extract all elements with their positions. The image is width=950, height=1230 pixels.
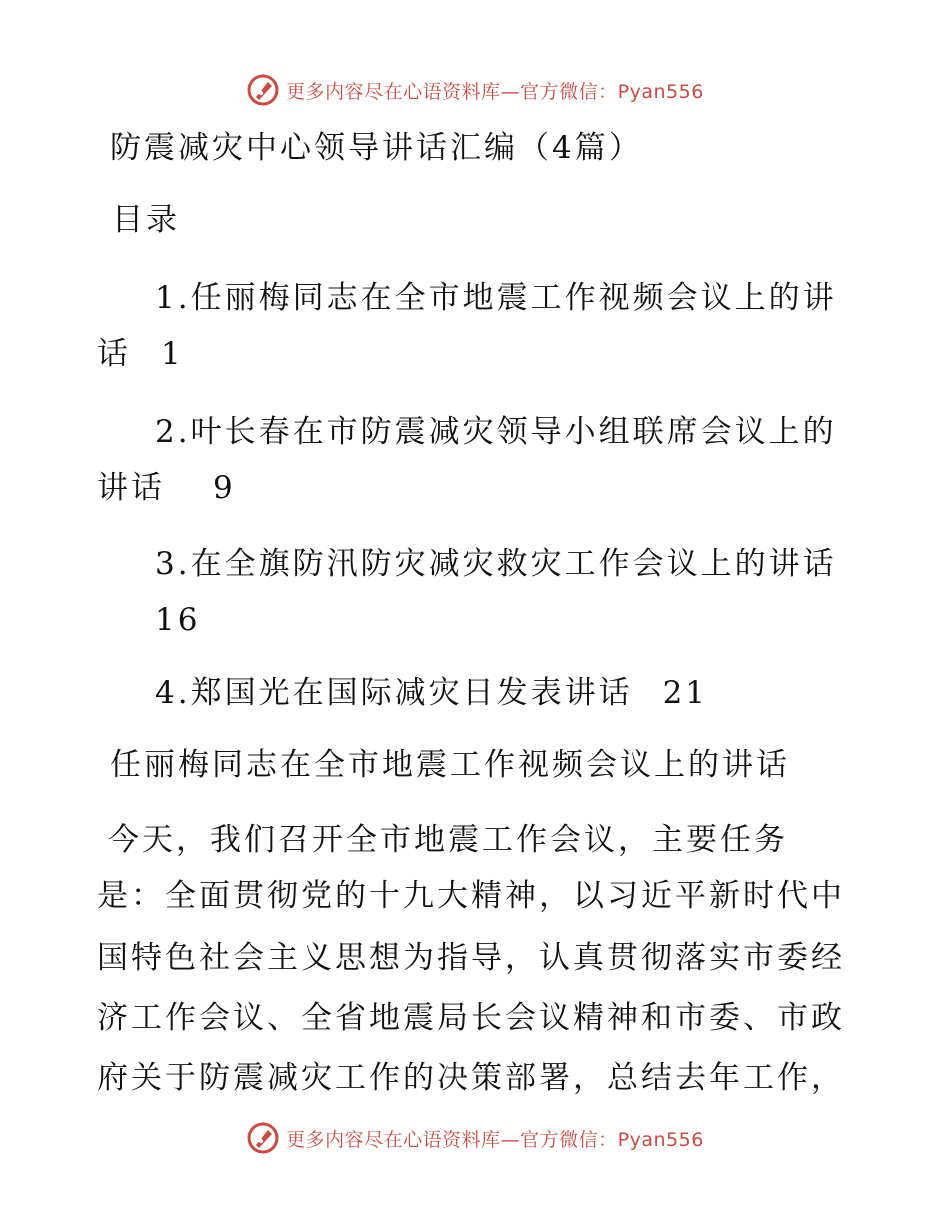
toc-item-1-page: 1 xyxy=(161,336,184,372)
pen-nib-logo-icon xyxy=(246,73,280,107)
toc-item-4-page: 21 xyxy=(662,675,709,711)
toc-item-1-line2[interactable] xyxy=(97,334,184,374)
toc-item-1-line1[interactable]: 1.任丽梅同志在全市地震工作视频会议上的讲 xyxy=(155,280,837,316)
toc-item-2-line1[interactable]: 2.叶长春在市防震减灾领导小组联席会议上的 xyxy=(155,414,837,450)
section-title: 任丽梅同志在全市地震工作视频会议上的讲话 xyxy=(110,747,790,783)
footer-banner-content xyxy=(246,1121,704,1155)
pen-nib-logo-icon xyxy=(246,1121,280,1155)
toc-item-2-line2[interactable] xyxy=(97,468,236,508)
toc-item-3-page[interactable]: 16 xyxy=(155,602,201,638)
header-banner-content xyxy=(246,73,704,107)
banner-text: 更多内容尽在心语资料库—官方微信：Pyan556 xyxy=(286,1128,704,1151)
toc-item-4-text: 4.郑国光在国际减灾日发表讲话 xyxy=(155,675,633,711)
banner-text: 更多内容尽在心语资料库—官方微信：Pyan556 xyxy=(286,80,704,103)
toc-item-2-page: 9 xyxy=(213,470,236,506)
toc-item-3-line1[interactable]: 3.在全旗防汛防灾减灾救灾工作会议上的讲话 xyxy=(155,546,837,582)
footer-banner xyxy=(0,1116,950,1160)
paragraph-line: 国特色社会主义思想为指导，认真贯彻落实市委经 xyxy=(97,940,845,976)
paragraph-line: 是：全面贯彻党的十九大精神，以习近平新时代中 xyxy=(97,878,845,914)
toc-item-1-text: 话 xyxy=(97,336,131,372)
paragraph-line: 府关于防震减灾工作的决策部署，总结去年工作， xyxy=(97,1060,845,1096)
header-banner xyxy=(0,68,950,112)
paragraph-line: 今天，我们召开全市地震工作会议，主要任务 xyxy=(108,822,788,858)
document-title: 防震减灾中心领导讲话汇编（4篇） xyxy=(110,130,643,166)
toc-heading: 目录 xyxy=(112,202,180,238)
paragraph-line: 济工作会议、全省地震局长会议精神和市委、市政 xyxy=(97,1000,845,1036)
toc-item-2-text: 讲话 xyxy=(97,470,165,506)
toc-item-4[interactable] xyxy=(155,673,708,713)
